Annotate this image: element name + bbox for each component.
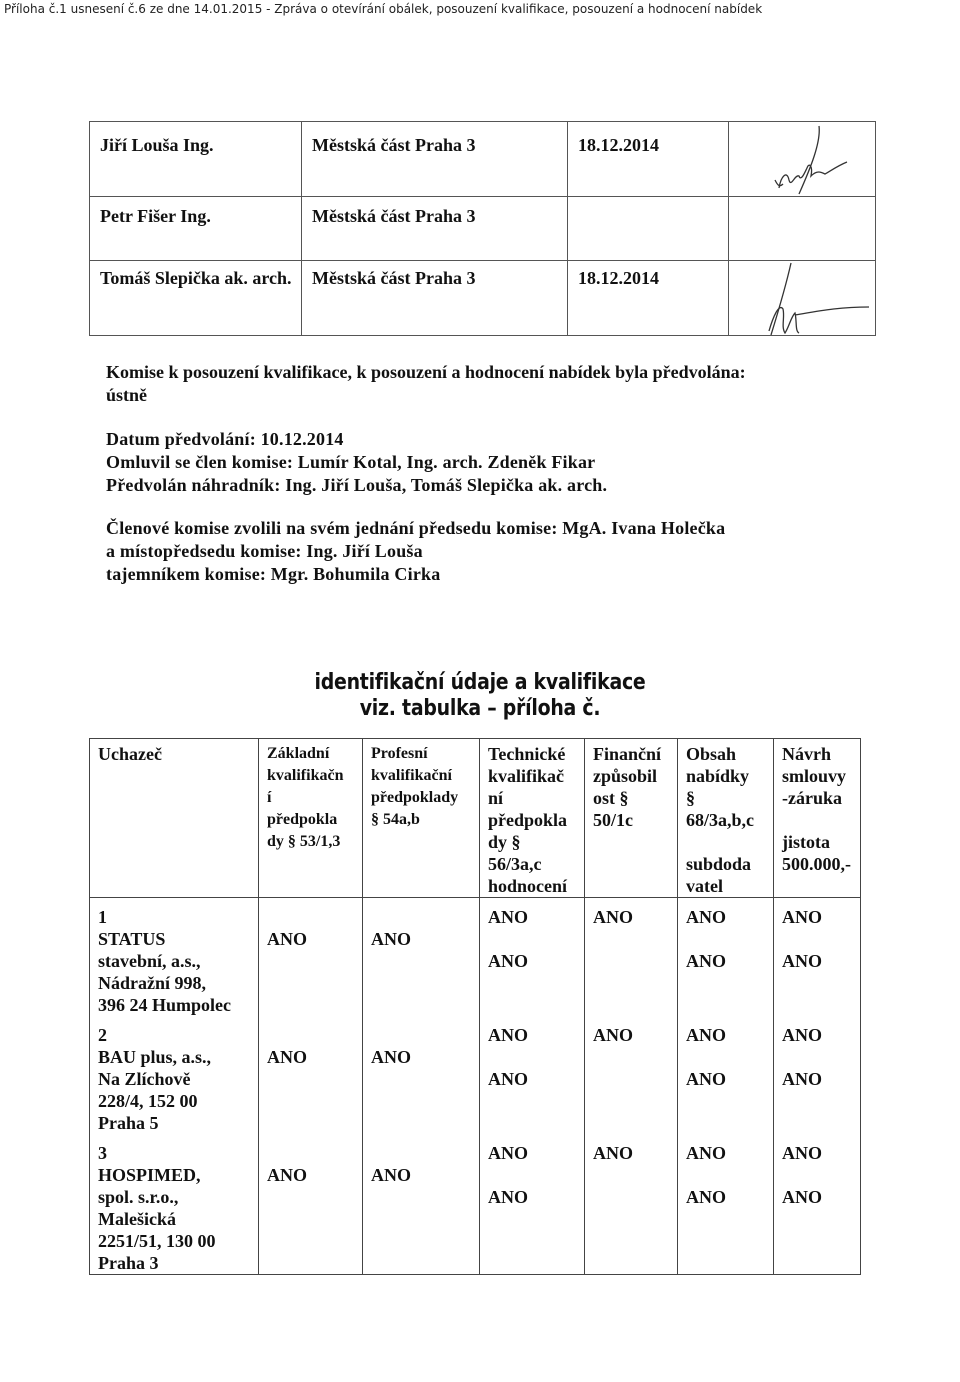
cell-value: ANO bbox=[686, 1143, 726, 1163]
offer-content-cell bbox=[678, 898, 774, 1017]
header-line: vatel bbox=[686, 876, 723, 896]
contract-proposal-cell bbox=[774, 1016, 861, 1134]
text-line: Předvolán náhradník: Ing. Jiří Louša, Tomáš Slepička ak. arch. bbox=[106, 475, 608, 495]
cell-value: ANO bbox=[686, 1025, 726, 1045]
bidder-line: 2251/51, 130 00 bbox=[98, 1231, 216, 1251]
bidder-line: BAU plus, a.s., bbox=[98, 1047, 212, 1067]
header-line: ost § bbox=[593, 788, 629, 808]
heading-line: identifikační údaje a kvalifikace bbox=[314, 670, 646, 695]
bidder-line: 1 bbox=[98, 907, 107, 927]
handwritten-signature bbox=[729, 122, 875, 196]
text-line: Omluvil se člen komise: Lumír Kotal, Ing. arch. Zdeněk Fikar bbox=[106, 452, 596, 472]
header-line: předpoklady bbox=[371, 789, 459, 806]
bidder-cell bbox=[90, 1016, 259, 1134]
bidder-line: STATUS bbox=[98, 929, 166, 949]
signatory-name: Tomáš Slepička ak. arch. bbox=[90, 261, 302, 336]
basic-qualification-cell bbox=[259, 898, 363, 1017]
header-line: kvalifikačn bbox=[267, 767, 344, 784]
cell-value: ANO bbox=[782, 1025, 822, 1045]
header-line: předpokla bbox=[267, 811, 338, 828]
text-line: Členové komise zvolili na svém jednání předsedu komise: MgA. Ivana Holečka bbox=[106, 518, 726, 538]
bidder-line: Praha 5 bbox=[98, 1113, 159, 1133]
bidder-line: 3 bbox=[98, 1143, 107, 1163]
cell-value: ANO bbox=[267, 1047, 307, 1067]
text-line: Datum předvolání: 10.12.2014 bbox=[106, 429, 344, 449]
signatory-name: Jiří Louša Ing. bbox=[90, 122, 302, 197]
header-line: 500.000,- bbox=[782, 854, 851, 874]
header-offer-content bbox=[678, 739, 774, 898]
contract-proposal-cell bbox=[774, 1134, 861, 1275]
header-line: jistota bbox=[782, 832, 830, 852]
basic-qualification-cell bbox=[259, 1134, 363, 1275]
cell-value: ANO bbox=[782, 907, 822, 927]
bidder-line: 228/4, 152 00 bbox=[98, 1091, 198, 1111]
cell-value: ANO bbox=[371, 1047, 411, 1067]
header-line: ní bbox=[488, 788, 504, 808]
cell-value: ANO bbox=[686, 951, 726, 971]
header-line: Obsah bbox=[686, 744, 737, 764]
table-row bbox=[90, 1134, 861, 1275]
header-line: předpokla bbox=[488, 810, 568, 830]
header-line: 68/3a,b,c bbox=[686, 810, 755, 830]
professional-qualification-cell bbox=[363, 898, 480, 1017]
header-basic-qualification bbox=[259, 739, 363, 898]
cell-value: ANO bbox=[782, 1187, 822, 1207]
header-line: dy § bbox=[488, 832, 521, 852]
cell-value: ANO bbox=[593, 907, 633, 927]
contract-proposal-cell bbox=[774, 898, 861, 1017]
bidder-line: Malešická bbox=[98, 1209, 176, 1229]
header-line: způsobil bbox=[593, 766, 658, 786]
text-line: a místopředsedu komise: Ing. Jiří Louša bbox=[106, 541, 423, 561]
professional-qualification-cell bbox=[363, 1016, 480, 1134]
signatory-name: Petr Fišer Ing. bbox=[90, 197, 302, 261]
header-line: í bbox=[267, 789, 272, 806]
cell-value: ANO bbox=[371, 929, 411, 949]
header-line: kvalifikač bbox=[488, 766, 565, 786]
header-contract-proposal bbox=[774, 739, 861, 898]
text-line: ústně bbox=[106, 385, 148, 405]
cell-value: ANO bbox=[371, 1165, 411, 1185]
header-line: § 54a,b bbox=[371, 811, 420, 828]
cell-value: ANO bbox=[593, 1025, 633, 1045]
professional-qualification-cell bbox=[363, 1134, 480, 1275]
cell-value: ANO bbox=[686, 1069, 726, 1089]
cell-value: ANO bbox=[488, 1187, 528, 1207]
bidder-cell bbox=[90, 1134, 259, 1275]
header-spacer bbox=[686, 831, 773, 853]
cell-value: ANO bbox=[686, 1187, 726, 1207]
bidder-line: Praha 3 bbox=[98, 1253, 159, 1273]
offer-content-cell bbox=[678, 1016, 774, 1134]
cell-value: ANO bbox=[488, 1143, 528, 1163]
bidder-line: Na Zlíchově bbox=[98, 1069, 191, 1089]
cell-value: ANO bbox=[686, 907, 726, 927]
header-line: 50/1c bbox=[593, 810, 633, 830]
signature-cell bbox=[729, 197, 876, 261]
page-header: Příloha č.1 usnesení č.6 ze dne 14.01.2015 - Zpráva o otevírání obálek, posouzení kvalifikace, posouzení a hodnocení nabídek bbox=[4, 2, 763, 16]
signatory-date: 18.12.2014 bbox=[568, 122, 729, 197]
header-line: § bbox=[686, 788, 695, 808]
header-line: dy § 53/1,3 bbox=[267, 833, 341, 850]
bidder-line: Nádražní 998, bbox=[98, 973, 206, 993]
bidder-line: 2 bbox=[98, 1025, 107, 1045]
table-row bbox=[90, 1016, 861, 1134]
signatory-date: 18.12.2014 bbox=[568, 261, 729, 336]
header-line: -záruka bbox=[782, 788, 842, 808]
paragraph-attendance bbox=[106, 428, 607, 497]
signatory-table bbox=[89, 121, 876, 336]
cell-value: ANO bbox=[488, 951, 528, 971]
table-header-row bbox=[90, 739, 861, 898]
paragraph-summons bbox=[106, 361, 746, 407]
section-heading bbox=[0, 670, 960, 722]
header-line: subdoda bbox=[686, 854, 752, 874]
header-line: kvalifikační bbox=[371, 767, 452, 784]
text-line: Komise k posouzení kvalifikace, k posouzení a hodnocení nabídek byla předvolána: bbox=[106, 362, 746, 382]
bidder-cell bbox=[90, 898, 259, 1017]
header-line: Finanční bbox=[593, 744, 662, 764]
header-line: smlouvy bbox=[782, 766, 847, 786]
technical-qualification-cell bbox=[480, 1016, 585, 1134]
cell-value: ANO bbox=[267, 1165, 307, 1185]
header-line: Návrh bbox=[782, 744, 831, 764]
technical-qualification-cell bbox=[480, 898, 585, 1017]
cell-value: ANO bbox=[488, 907, 528, 927]
qualification-table bbox=[89, 738, 861, 1275]
header-bidder: Uchazeč bbox=[90, 739, 259, 898]
signatory-org: Městská část Praha 3 bbox=[302, 197, 568, 261]
header-line: 56/3a,c bbox=[488, 854, 542, 874]
cell-value: ANO bbox=[782, 951, 822, 971]
financial-capacity-cell bbox=[585, 1016, 678, 1134]
signatory-date bbox=[568, 197, 729, 261]
signatory-org: Městská část Praha 3 bbox=[302, 122, 568, 197]
signature-cell bbox=[729, 122, 876, 197]
header-line: Technické bbox=[488, 744, 566, 764]
header-line: Profesní bbox=[371, 745, 428, 762]
bidder-line: spol. s.r.o., bbox=[98, 1187, 179, 1207]
header-line: hodnocení bbox=[488, 876, 568, 896]
heading-line: viz. tabulka – příloha č. bbox=[359, 696, 601, 721]
bidder-line: 396 24 Humpolec bbox=[98, 995, 231, 1015]
signatory-org: Městská část Praha 3 bbox=[302, 261, 568, 336]
header-professional-qualification bbox=[363, 739, 480, 898]
cell-value: ANO bbox=[593, 1143, 633, 1163]
header-spacer bbox=[782, 809, 860, 831]
basic-qualification-cell bbox=[259, 1016, 363, 1134]
signature-cell bbox=[729, 261, 876, 336]
signatory-row bbox=[90, 197, 876, 261]
cell-value: ANO bbox=[782, 1069, 822, 1089]
cell-value: ANO bbox=[267, 929, 307, 949]
paragraph-officers bbox=[106, 517, 725, 586]
cell-value: ANO bbox=[488, 1069, 528, 1089]
financial-capacity-cell bbox=[585, 1134, 678, 1275]
financial-capacity-cell bbox=[585, 898, 678, 1017]
signatory-row bbox=[90, 261, 876, 336]
handwritten-signature bbox=[729, 261, 875, 335]
header-financial-capacity bbox=[585, 739, 678, 898]
bidder-line: stavební, a.s., bbox=[98, 951, 201, 971]
offer-content-cell bbox=[678, 1134, 774, 1275]
header-line: Základní bbox=[267, 745, 330, 762]
bidder-line: HOSPIMED, bbox=[98, 1165, 201, 1185]
technical-qualification-cell bbox=[480, 1134, 585, 1275]
header-line: nabídky bbox=[686, 766, 750, 786]
text-line: tajemníkem komise: Mgr. Bohumila Cirka bbox=[106, 564, 441, 584]
header-technical-qualification bbox=[480, 739, 585, 898]
signatory-row bbox=[90, 122, 876, 197]
cell-value: ANO bbox=[782, 1143, 822, 1163]
table-row bbox=[90, 898, 861, 1017]
cell-value: ANO bbox=[488, 1025, 528, 1045]
